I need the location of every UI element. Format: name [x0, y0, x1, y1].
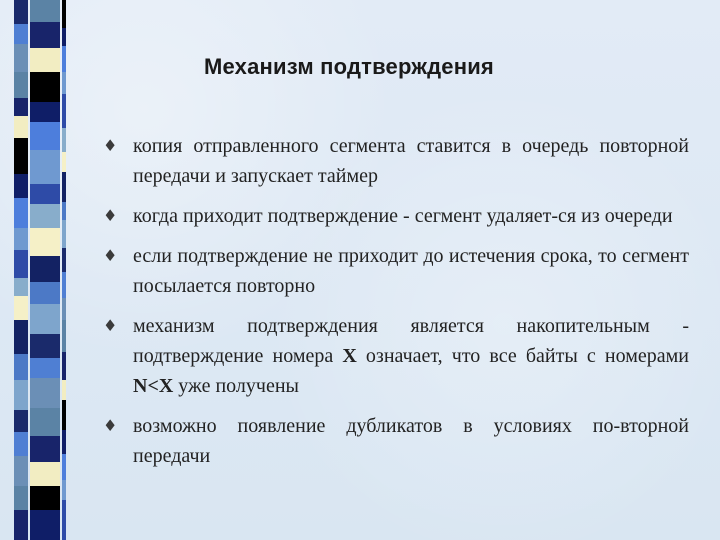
diamond-bullet-icon: ♦: [103, 206, 118, 225]
stripe-segment: [30, 102, 60, 122]
stripe-segment: [62, 202, 66, 220]
stripe-segment: [14, 0, 28, 24]
diamond-bullet-icon: ♦: [103, 136, 118, 155]
stripe-segment: [62, 248, 66, 272]
stripe-segment: [62, 400, 66, 430]
stripe-segment: [14, 250, 28, 278]
stripe-segment: [30, 150, 60, 184]
bullet-text: [133, 311, 689, 401]
diamond-bullet-icon: ♦: [103, 316, 118, 335]
stripe-segment: [14, 354, 28, 380]
stripe-segment: [14, 174, 28, 198]
stripe-segment: [62, 430, 66, 454]
stripe-segment: [14, 44, 28, 72]
stripe-segment: [14, 98, 28, 116]
list-item: [103, 411, 689, 471]
stripe-segment: [62, 94, 66, 128]
decorative-stripe-bar: [0, 0, 84, 540]
stripe-segment: [62, 380, 66, 400]
stripe-segment: [14, 278, 28, 296]
stripe-segment: [30, 358, 60, 378]
diamond-bullet-icon: ♦: [103, 416, 118, 435]
stripe-segment: [30, 378, 60, 408]
stripe-segment: [62, 500, 66, 540]
bullet-text-segment: уже получены: [173, 375, 299, 397]
stripe-segment: [62, 72, 66, 94]
stripe-segment: [14, 138, 28, 174]
stripe-segment: [62, 220, 66, 248]
stripe-segment: [62, 272, 66, 298]
stripe-segment: [14, 228, 28, 250]
stripe-segment: [30, 304, 60, 334]
stripe-segment: [30, 256, 60, 282]
bullet-text: копия отправленного сегмента ставится в очередь повторной передачи и запускает таймер: [133, 135, 689, 187]
list-item: [103, 311, 689, 401]
stripe-segment: [62, 152, 66, 172]
stripe-segment: [62, 28, 66, 46]
stripe-segment: [14, 320, 28, 354]
stripe-segment: [62, 320, 66, 352]
bullet-text: если подтверждение не приходит до истечения срока, то сегмент посылается повторно: [133, 245, 689, 297]
stripe-column-3: [62, 0, 66, 540]
stripe-segment: [30, 228, 60, 256]
stripe-segment: [30, 22, 60, 48]
stripe-segment: [14, 116, 28, 138]
slide-title: Механизм подтверждения: [204, 54, 494, 79]
stripe-segment: [30, 334, 60, 358]
stripe-segment: [14, 198, 28, 228]
stripe-segment: [14, 296, 28, 320]
list-item: [103, 241, 689, 301]
stripe-segment: [30, 282, 60, 304]
stripe-segment: [14, 432, 28, 456]
stripe-column-2: [30, 0, 60, 540]
diamond-bullet-icon: ♦: [103, 246, 118, 265]
stripe-segment: [62, 454, 66, 480]
stripe-segment: [62, 480, 66, 500]
bullet-text-segment: означает, что все байты с номерами: [356, 345, 689, 367]
stripe-segment: [30, 462, 60, 486]
stripe-segment: [30, 486, 60, 510]
stripe-segment: [14, 24, 28, 44]
stripe-segment: [62, 128, 66, 152]
stripe-segment: [62, 352, 66, 380]
stripe-segment: [14, 410, 28, 432]
stripe-segment: [30, 408, 60, 436]
stripe-segment: [30, 436, 60, 462]
stripe-segment: [62, 0, 66, 28]
stripe-segment: [62, 172, 66, 202]
stripe-segment: [30, 184, 60, 204]
list-item: [103, 131, 689, 191]
stripe-segment: [14, 486, 28, 510]
stripe-segment: [14, 510, 28, 540]
stripe-segment: [14, 72, 28, 98]
stripe-segment: [14, 456, 28, 486]
stripe-segment: [30, 122, 60, 150]
stripe-column-1: [14, 0, 28, 540]
bullet-list: [103, 131, 689, 481]
bullet-text-segment: механизм подтверждения является накопительным - подтверждение номера: [133, 315, 689, 367]
stripe-segment: [14, 380, 28, 410]
bullet-text: когда приходит подтверждение - сегмент удаляет-ся из очереди: [133, 205, 673, 227]
list-item: [103, 201, 689, 231]
stripe-segment: [30, 0, 60, 22]
bullet-emphasis-n-less-x: N<X: [133, 375, 174, 397]
stripe-segment: [62, 298, 66, 320]
stripe-segment: [30, 48, 60, 72]
stripe-segment: [62, 46, 66, 72]
stripe-segment: [30, 204, 60, 228]
stripe-segment: [30, 510, 60, 540]
stripe-segment: [30, 72, 60, 102]
bullet-text: возможно появление дубликатов в условиях по-вторной передачи: [133, 415, 689, 467]
bullet-emphasis-x: X: [342, 345, 357, 367]
